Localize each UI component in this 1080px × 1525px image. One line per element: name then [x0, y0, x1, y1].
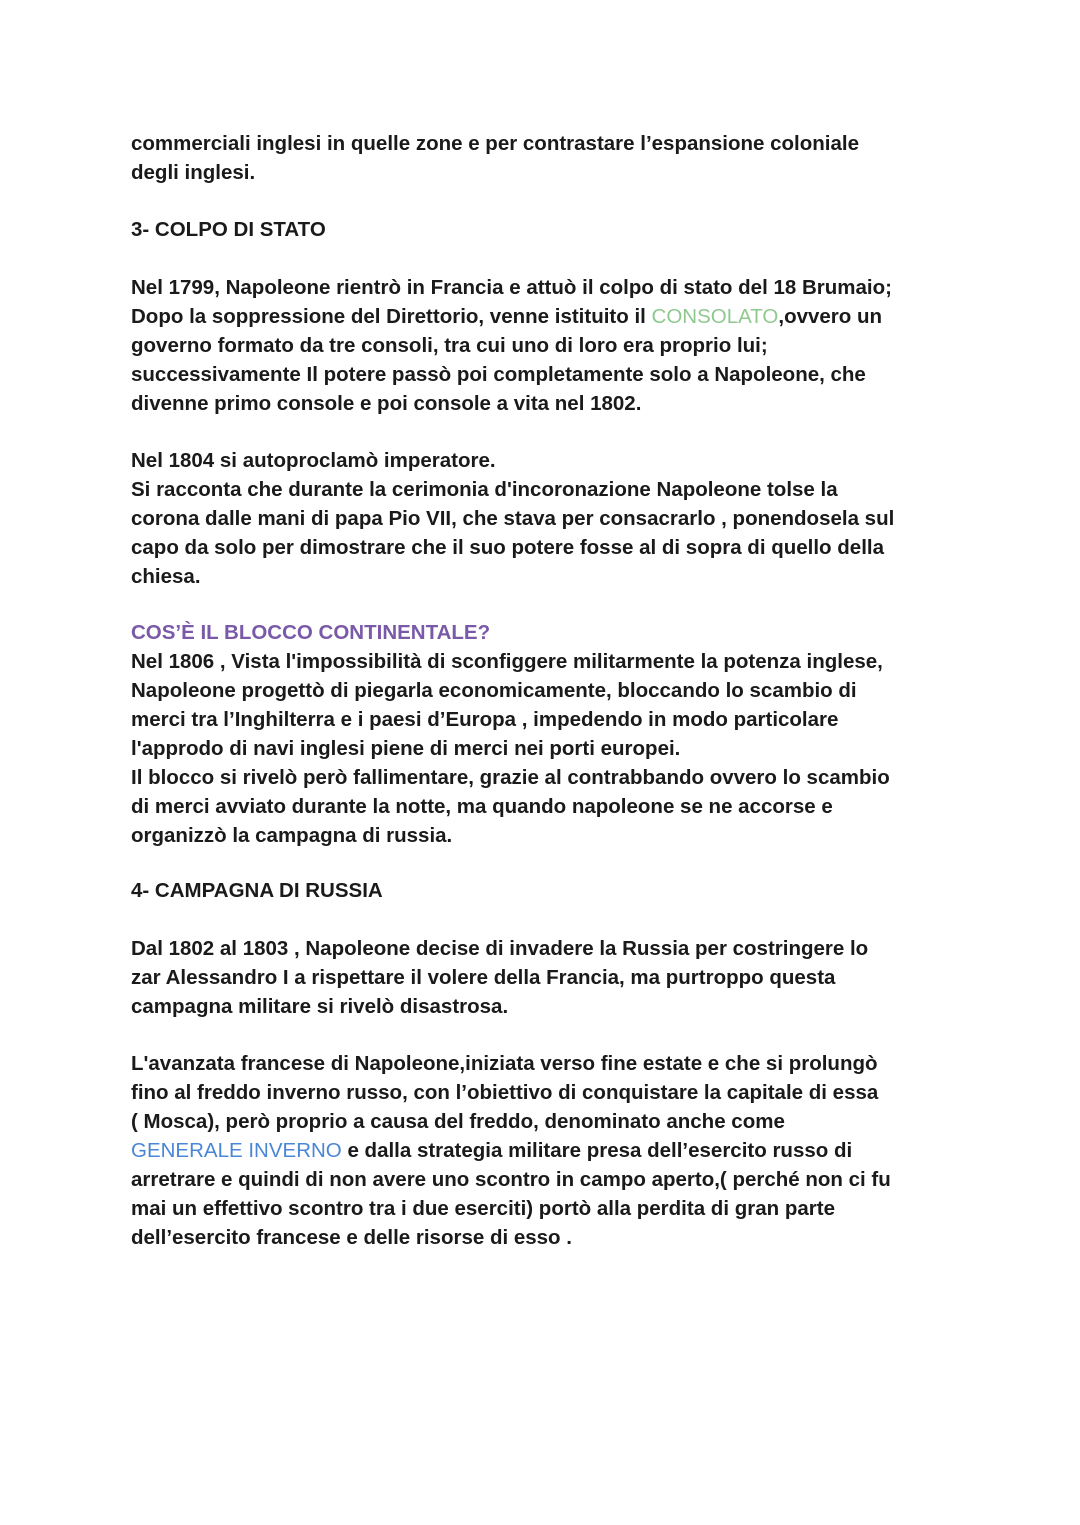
intro-paragraph — [131, 129, 961, 187]
blocco-continentale-section — [131, 618, 961, 850]
text-line: chiesa. — [131, 565, 201, 588]
text-line: capo da solo per dimostrare che il suo potere fosse al di sopra di quello della — [131, 536, 884, 559]
section-heading-colpo-di-stato: 3- COLPO DI STATO — [131, 218, 326, 241]
text-line: commerciali inglesi in quelle zone e per contrastare l’espansione coloniale — [131, 132, 859, 155]
text-line: Nel 1804 si autoproclamò imperatore. — [131, 449, 496, 472]
text-line: campagna militare si rivelò disastrosa. — [131, 995, 509, 1018]
text-line: divenne primo console e poi console a vita nel 1802. — [131, 392, 642, 415]
text-line: organizzò la campagna di russia. — [131, 824, 453, 847]
avanzata-paragraph — [131, 1049, 961, 1252]
imperatore-paragraph — [131, 446, 961, 591]
text-line: arretrare e quindi di non avere uno scontro in campo aperto,( perché non ci fu — [131, 1168, 891, 1191]
text-line: Si racconta che durante la cerimonia d'incoronazione Napoleone tolse la — [131, 478, 838, 501]
text-line: Napoleone progettò di piegarla economicamente, bloccando lo scambio di — [131, 679, 857, 702]
text-line: L'avanzata francese di Napoleone,iniziata verso fine estate e che si prolungò — [131, 1052, 878, 1075]
text-line: dell’esercito francese e delle risorse di esso . — [131, 1226, 572, 1249]
text-line: governo formato da tre consoli, tra cui uno di loro era proprio lui; — [131, 334, 768, 357]
text-line: successivamente Il potere passò poi completamente solo a Napoleone, che — [131, 363, 866, 386]
text-line: zar Alessandro I a rispettare il volere della Francia, ma purtroppo questa — [131, 966, 836, 989]
blocco-heading: COS’È IL BLOCCO CONTINENTALE? — [131, 621, 491, 644]
text-line: ( Mosca), però proprio a causa del freddo, denominato anche come — [131, 1110, 785, 1133]
text-line: degli inglesi. — [131, 161, 256, 184]
text-line: Nel 1799, Napoleone rientrò in Francia e attuò il colpo di stato del 18 Brumaio; — [131, 276, 892, 299]
highlight-generale-inverno: GENERALE INVERNO — [131, 1139, 342, 1162]
highlight-consolato: CONSOLATO — [651, 305, 779, 328]
text-line: GENERALE INVERNO e dalla strategia militare presa dell’esercito russo di — [131, 1139, 853, 1162]
text-line: mai un effettivo scontro tra i due eserciti) portò alla perdita di gran parte — [131, 1197, 835, 1220]
text-line: Nel 1806 , Vista l'impossibilità di sconfiggere militarmente la potenza inglese, — [131, 650, 883, 673]
campagna-paragraph — [131, 934, 961, 1021]
text-line: Dal 1802 al 1803 , Napoleone decise di invadere la Russia per costringere lo — [131, 937, 869, 960]
text-line: Il blocco si rivelò però fallimentare, grazie al contrabbando ovvero lo scambio — [131, 766, 890, 789]
text-line: merci tra l’Inghilterra e i paesi d’Europa , impedendo in modo particolare — [131, 708, 839, 731]
text-line: di merci avviato durante la notte, ma quando napoleone se ne accorse e — [131, 795, 833, 818]
colpo-di-stato-paragraph — [131, 273, 961, 418]
text-line: fino al freddo inverno russo, con l’obiettivo di conquistare la capitale di essa — [131, 1081, 879, 1104]
text-line: corona dalle mani di papa Pio VII, che stava per consacrarlo , ponendosela sul — [131, 507, 895, 530]
section-heading-campagna-di-russia: 4- CAMPAGNA DI RUSSIA — [131, 879, 383, 902]
text-line: l'approdo di navi inglesi piene di merci nei porti europei. — [131, 737, 681, 760]
text-line: Dopo la soppressione del Direttorio, venne istituito il CONSOLATO,ovvero un — [131, 305, 883, 328]
